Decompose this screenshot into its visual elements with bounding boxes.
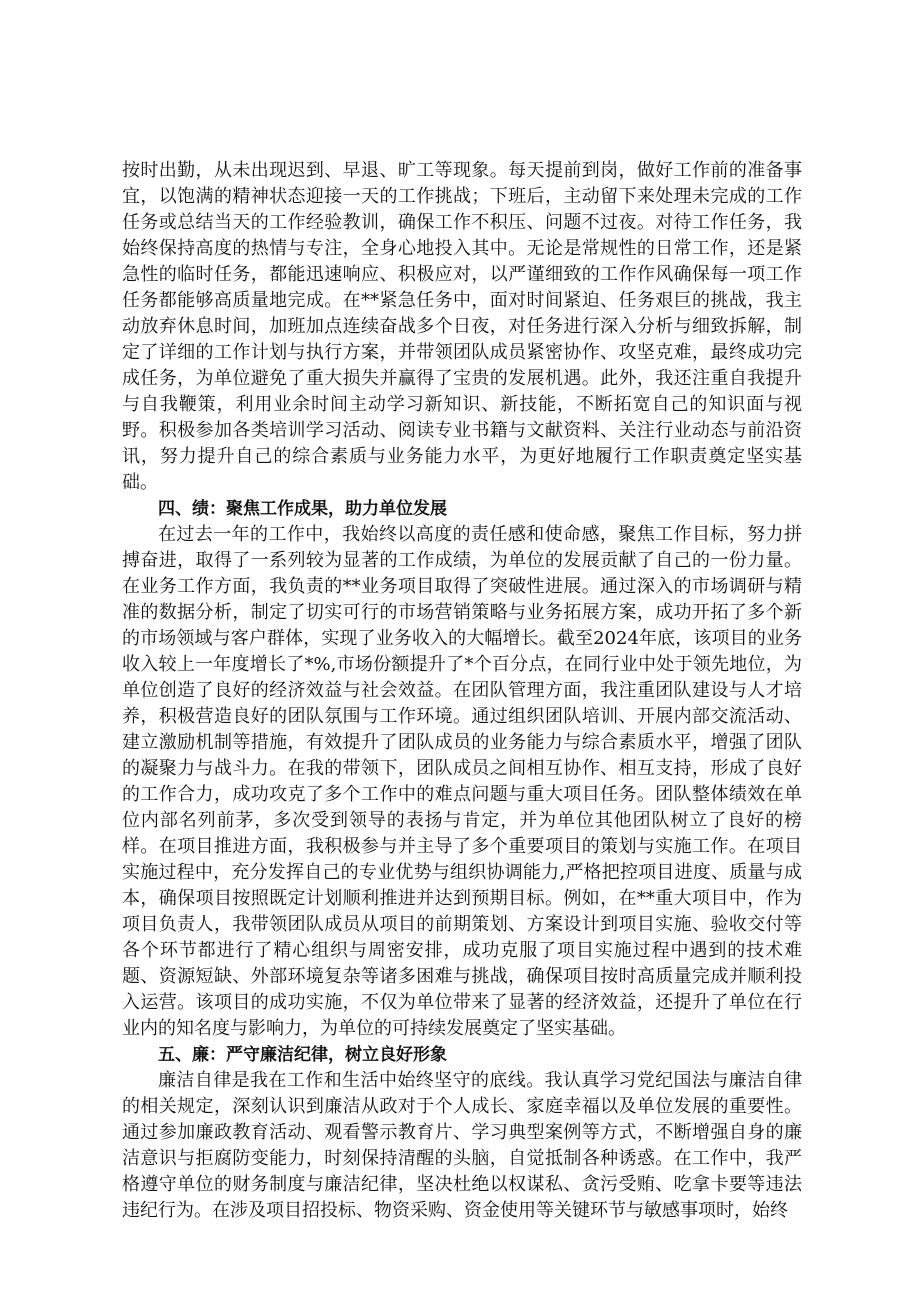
document-body <box>122 158 802 1224</box>
section-heading-4: 四、绩：聚焦工作成果，助力单位发展 <box>158 499 447 519</box>
section-heading-5: 五、廉：严守廉洁纪律，树立良好形象 <box>158 1045 447 1065</box>
paragraph-continued: 按时出勤，从未出现迟到、早退、旷工等现象。每天提前到岗，做好工作前的准备事宜，以饱满的精神状态迎接一天的工作挑战；下班后，主动留下来处理未完成的工作任务或总结当天的工作经验教训，确保工作不积压、问题不过夜。对待工作任务，我始终保持高度的热情与专注，全身心地投入其中。无论是常规性的日常工作，还是紧急性的临时任务，都能迅速响应、积极应对，以严谨细致的工作作风确保每一项工作任务都能够高质量地完成。在**紧急任务中，面对时间紧迫、任务艰巨的挑战，我主动放弃休息时间，加班加点连续奋战多个日夜，对任务进行深入分析与细致拆解，制定了详细的工作计划与执行方案，并带领团队成员紧密协作、攻坚克难，最终成功完成任务，为单位避免了重大损失并赢得了宝贵的发展机遇。此外，我还注重自我提升与自我鞭策，利用业余时间主动学习新知识、新技能，不断拓宽自己的知识面与视野。积极参加各类培训学习活动、阅读专业书籍与文献资料、关注行业动态与前沿资讯，努力提升自己的综合素质与业务能力水平，为更好地履行工作职责奠定坚实基础。 <box>122 160 802 493</box>
paragraph-section-4: 在过去一年的工作中，我始终以高度的责任感和使命感，聚焦工作目标，努力拼搏奋进，取得了一系列较为显著的工作成绩，为单位的发展贡献了自己的一份力量。在业务工作方面，我负责的**业务项目取得了突破性进展。通过深入的市场调研与精准的数据分析，制定了切实可行的市场营销策略与业务拓展方案，成功开拓了多个新的市场领域与客户群体，实现了业务收入的大幅增长。截至2024年底，该项目的业务收入较上一年度增长了*%,市场份额提升了*个百分点，在同行业中处于领先地位，为单位创造了良好的经济效益与社会效益。在团队管理方面，我注重团队建设与人才培养，积极营造良好的团队氛围与工作环境。通过组织团队培训、开展内部交流活动、建立激励机制等措施，有效提升了团队成员的业务能力与综合素质水平，增强了团队的凝聚力与战斗力。在我的带领下，团队成员之间相互协作、相互支持，形成了良好的工作合力，成功攻克了多个工作中的难点问题与重大项目任务。团队整体绩效在单位内部名列前茅，多次受到领导的表扬与肯定，并为单位其他团队树立了良好的榜样。在项目推进方面，我积极参与并主导了多个重要项目的策划与实施工作。在项目实施过程中，充分发挥自己的专业优势与组织协调能力,严格把控项目进度、质量与成本，确保项目按照既定计划顺利推进并达到预期目标。例如，在**重大项目中，作为项目负责人，我带领团队成员从项目的前期策划、方案设计到项目实施、验收交付等各个环节都进行了精心组织与周密安排，成功克服了项目实施过程中遇到的技术难题、资源短缺、外部环境复杂等诸多困难与挑战，确保项目按时高质量完成并顺利投入运营。该项目的成功实施，不仅为单位带来了显著的经济效益，还提升了单位在行业内的知名度与影响力，为单位的可持续发展奠定了坚实基础。 <box>122 524 802 1039</box>
paragraph-section-5: 廉洁自律是我在工作和生活中始终坚守的底线。我认真学习党纪国法与廉洁自律的相关规定，深刻认识到廉洁从政对于个人成长、家庭幸福以及单位发展的重要性。通过参加廉政教育活动、观看警示教育片、学习典型案例等方式，不断增强自身的廉洁意识与拒腐防变能力，时刻保持清醒的头脑，自觉抵制各种诱惑。在工作中，我严格遵守单位的财务制度与廉洁纪律，坚决杜绝以权谋私、贪污受贿、吃拿卡要等违法违纪行为。在涉及项目招投标、物资采购、资金使用等关键环节与敏感事项时，始终 <box>122 1070 802 1221</box>
